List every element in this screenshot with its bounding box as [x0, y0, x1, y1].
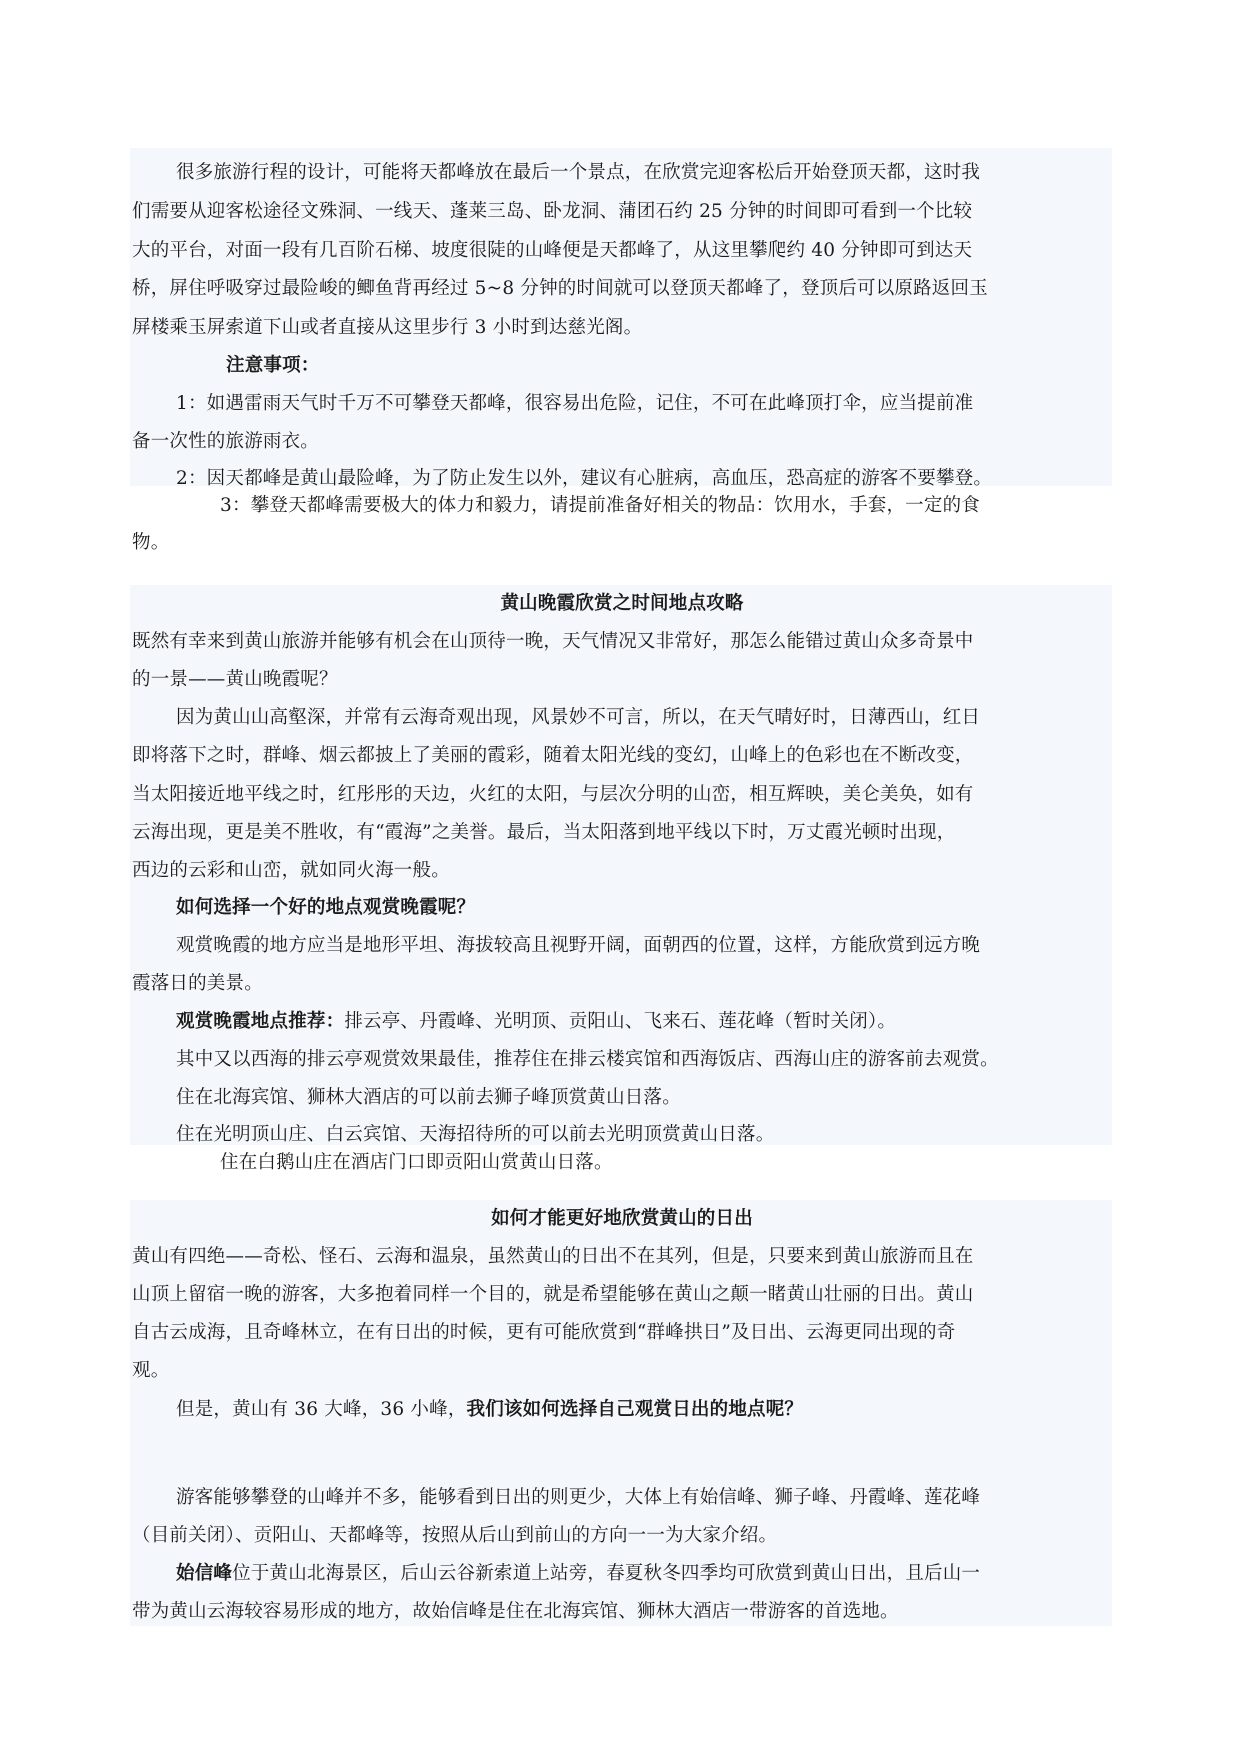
paragraph-line: 观。 — [132, 1360, 170, 1381]
recommendation-text: 排云亭、丹霞峰、光明顶、贡阳山、飞来石、莲花峰（暂时关闭）。 — [344, 1011, 897, 1032]
paragraph-line: 既然有幸来到黄山旅游并能够有机会在山顶待一晚，天气情况又非常好，那怎么能错过黄山众多奇景中 — [132, 631, 974, 652]
paragraph-line — [176, 1563, 1112, 1585]
paragraph-line: 观赏晚霞的地方应当是地形平坦、海拔较高且视野开阔，面朝西的位置，这样，方能欣赏到远方晚 — [176, 935, 981, 956]
paragraph-line: 屏楼乘玉屏索道下山或者直接从这里步行 3 小时到达慈光阁。 — [132, 317, 643, 338]
notice-item-3-cont: 物。 — [132, 532, 170, 553]
notice-title: 注意事项： — [226, 355, 320, 376]
paragraph-line — [176, 1399, 1112, 1421]
peak-name: 始信峰 — [176, 1563, 233, 1584]
recommendation-label: 观赏晚霞地点推荐： — [176, 1011, 345, 1032]
paragraph-line: 们需要从迎客松途径文殊洞、一线天、蓬莱三岛、卧龙洞、蒲团石约 25 分钟的时间即可看到一个比较 — [132, 201, 973, 222]
notice-item-2: 2：因天都峰是黄山最险峰，为了防止发生以外，建议有心脏病，高血压，恐高症的游客不要攀登。 — [176, 468, 993, 489]
paragraph-line: 山顶上留宿一晚的游客，大多抱着同样一个目的，就是希望能够在黄山之颠一睹黄山壮丽的日出。黄山 — [132, 1284, 974, 1305]
notice-item-3: 3：攀登天都峰需要极大的体力和毅力，请提前准备好相关的物品：饮用水，手套，一定的食 — [220, 495, 980, 516]
paragraph-line: 住在北海宾馆、狮林大酒店的可以前去狮子峰顶赏黄山日落。 — [176, 1087, 681, 1108]
paragraph-line: 住在白鹅山庄在酒店门口即贡阳山赏黄山日落。 — [220, 1152, 613, 1173]
paragraph-line: 的一景——黄山晚霞呢？ — [132, 669, 338, 690]
paragraph-line: 因为黄山山高壑深，并常有云海奇观出现，风景妙不可言，所以，在天气晴好时，日薄西山，红日 — [176, 707, 981, 728]
text-run: 位于黄山北海景区，后山云谷新索道上站旁，春夏秋冬四季均可欣赏到黄山日出，且后山一 — [232, 1563, 981, 1584]
section-title: 如何才能更好地欣赏黄山的日出 — [491, 1208, 753, 1229]
paragraph-line: 云海出现，更是美不胜收，有“霞海”之美誉。最后，当太阳落到地平线以下时，万丈霞光顿时出现， — [132, 822, 956, 843]
paragraph-line: 游客能够攀登的山峰并不多，能够看到日出的则更少，大体上有始信峰、狮子峰、丹霞峰、莲花峰 — [176, 1487, 981, 1508]
notice-item-1-cont: 备一次性的旅游雨衣。 — [132, 431, 320, 452]
paragraph-line: 即将落下之时，群峰、烟云都披上了美丽的霞彩，随着太阳光线的变幻，山峰上的色彩也在不断改变， — [132, 745, 974, 766]
paragraph-line: 其中又以西海的排云亭观赏效果最佳，推荐住在排云楼宾馆和西海饭店、西海山庄的游客前去观赏。 — [176, 1049, 999, 1070]
question-heading: 如何选择一个好的地点观赏晚霞呢？ — [176, 897, 476, 918]
paragraph-line: 大的平台，对面一段有几百阶石梯、坡度很陡的山峰便是天都峰了，从这里攀爬约 40 分钟即可到达天 — [132, 240, 973, 261]
recommendation-line — [176, 1011, 1112, 1033]
paragraph-line: 住在光明顶山庄、白云宾馆、天海招待所的可以前去光明顶赏黄山日落。 — [176, 1124, 775, 1145]
paragraph-line: 带为黄山云海较容易形成的地方，故始信峰是住在北海宾馆、狮林大酒店一带游客的首选地。 — [132, 1601, 899, 1622]
text-run: 但是，黄山有 36 大峰，36 小峰， — [176, 1399, 467, 1420]
bold-question: 我们该如何选择自己观赏日出的地点呢？ — [466, 1399, 804, 1420]
paragraph-line: 桥，屏住呼吸穿过最险峻的鲫鱼背再经过 5~8 分钟的时间就可以登顶天都峰了，登顶后可以原路返回玉 — [132, 278, 988, 299]
paragraph-line: 自古云成海，且奇峰林立，在有日出的时候，更有可能欣赏到“群峰拱日”及日出、云海更同出现的奇 — [132, 1322, 956, 1343]
paragraph-line: （目前关闭）、贡阳山、天都峰等，按照从后山到前山的方向一一为大家介绍。 — [132, 1525, 778, 1546]
paragraph-line: 很多旅游行程的设计，可能将天都峰放在最后一个景点，在欣赏完迎客松后开始登顶天都，这时我 — [176, 162, 981, 183]
section-title: 黄山晚霞欣赏之时间地点攻略 — [500, 593, 744, 614]
paragraph-line: 西边的云彩和山峦，就如同火海一般。 — [132, 860, 450, 881]
paragraph-line: 霞落日的美景。 — [132, 973, 263, 994]
paragraph-line: 当太阳接近地平线之时，红彤彤的天边，火红的太阳，与层次分明的山峦，相互辉映，美仑美奂，如有 — [132, 784, 974, 805]
paragraph-line: 黄山有四绝——奇松、怪石、云海和温泉，虽然黄山的日出不在其列，但是，只要来到黄山旅游而且在 — [132, 1246, 974, 1267]
notice-item-1: 1：如遇雷雨天气时千万不可攀登天都峰，很容易出危险，记住，不可在此峰顶打伞，应当提前准 — [176, 393, 974, 414]
